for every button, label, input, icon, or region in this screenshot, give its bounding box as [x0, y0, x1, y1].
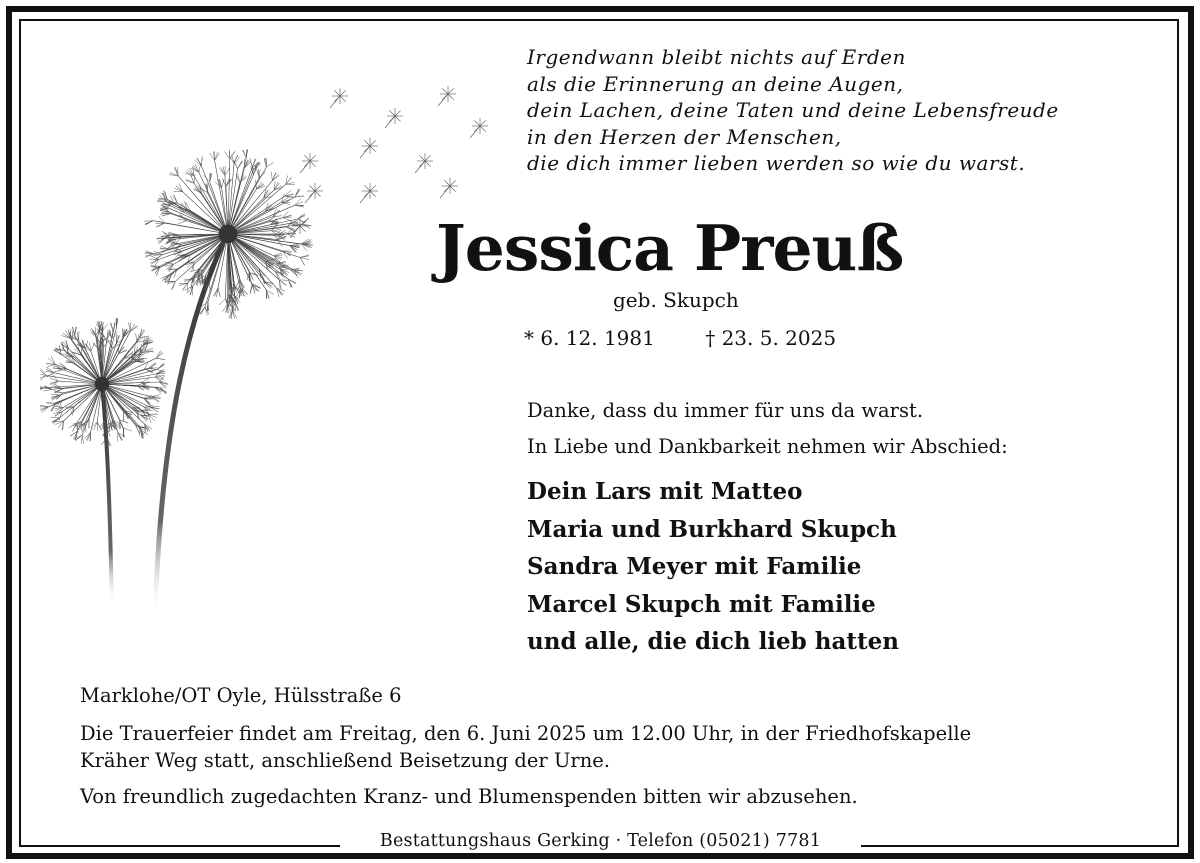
deceased-name: Jessica Preuß [436, 211, 904, 285]
thanks-text [527, 393, 1008, 465]
ceremony-line: Kräher Weg statt, anschließend Beisetzung der Urne. [80, 749, 610, 772]
life-dates [524, 326, 836, 350]
address: Marklohe/OT Oyle, Hülsstraße 6 [80, 684, 402, 707]
mourner: und alle, die dich lieb hatten [527, 628, 899, 655]
farewell-line: In Liebe und Dankbarkeit nehmen wir Abschied: [527, 435, 1008, 458]
mourner: Sandra Meyer mit Familie [527, 553, 862, 580]
thanks-line: Danke, dass du immer für uns da warst. [527, 399, 924, 422]
birth-date: * 6. 12. 1981 [524, 326, 655, 350]
poem-line: als die Erinnerung an deine Augen, [527, 71, 904, 96]
mourners-list [527, 473, 899, 661]
flowers-note: Von freundlich zugedachten Kranz- und Blumenspenden bitten wir abzusehen. [80, 785, 858, 808]
ceremony-line: Die Trauerfeier findet am Freitag, den 6. Juni 2025 um 12.00 Uhr, in der Friedhofskapelle [80, 722, 972, 745]
mourner: Dein Lars mit Matteo [527, 478, 803, 505]
funeral-home-footer: Bestattungshaus Gerking · Telefon (05021) 7781 [340, 829, 861, 853]
poem-line: die dich immer lieben werden so wie du warst. [527, 151, 1026, 175]
dandelion-icon [40, 66, 510, 626]
death-date: † 23. 5. 2025 [705, 326, 837, 350]
poem-line: Irgendwann bleibt nichts auf Erden [527, 45, 906, 69]
dandelion-head-large [144, 150, 313, 320]
poem-line: dein Lachen, deine Taten und deine Lebensfreude [527, 98, 1059, 122]
birth-name: geb. Skupch [613, 288, 739, 312]
poem [527, 44, 1059, 177]
mourner: Marcel Skupch mit Familie [527, 590, 876, 618]
ceremony-info [80, 720, 1140, 774]
mourner: Maria und Burkhard Skupch [527, 515, 897, 543]
poem-line: in den Herzen der Menschen, [527, 124, 842, 149]
